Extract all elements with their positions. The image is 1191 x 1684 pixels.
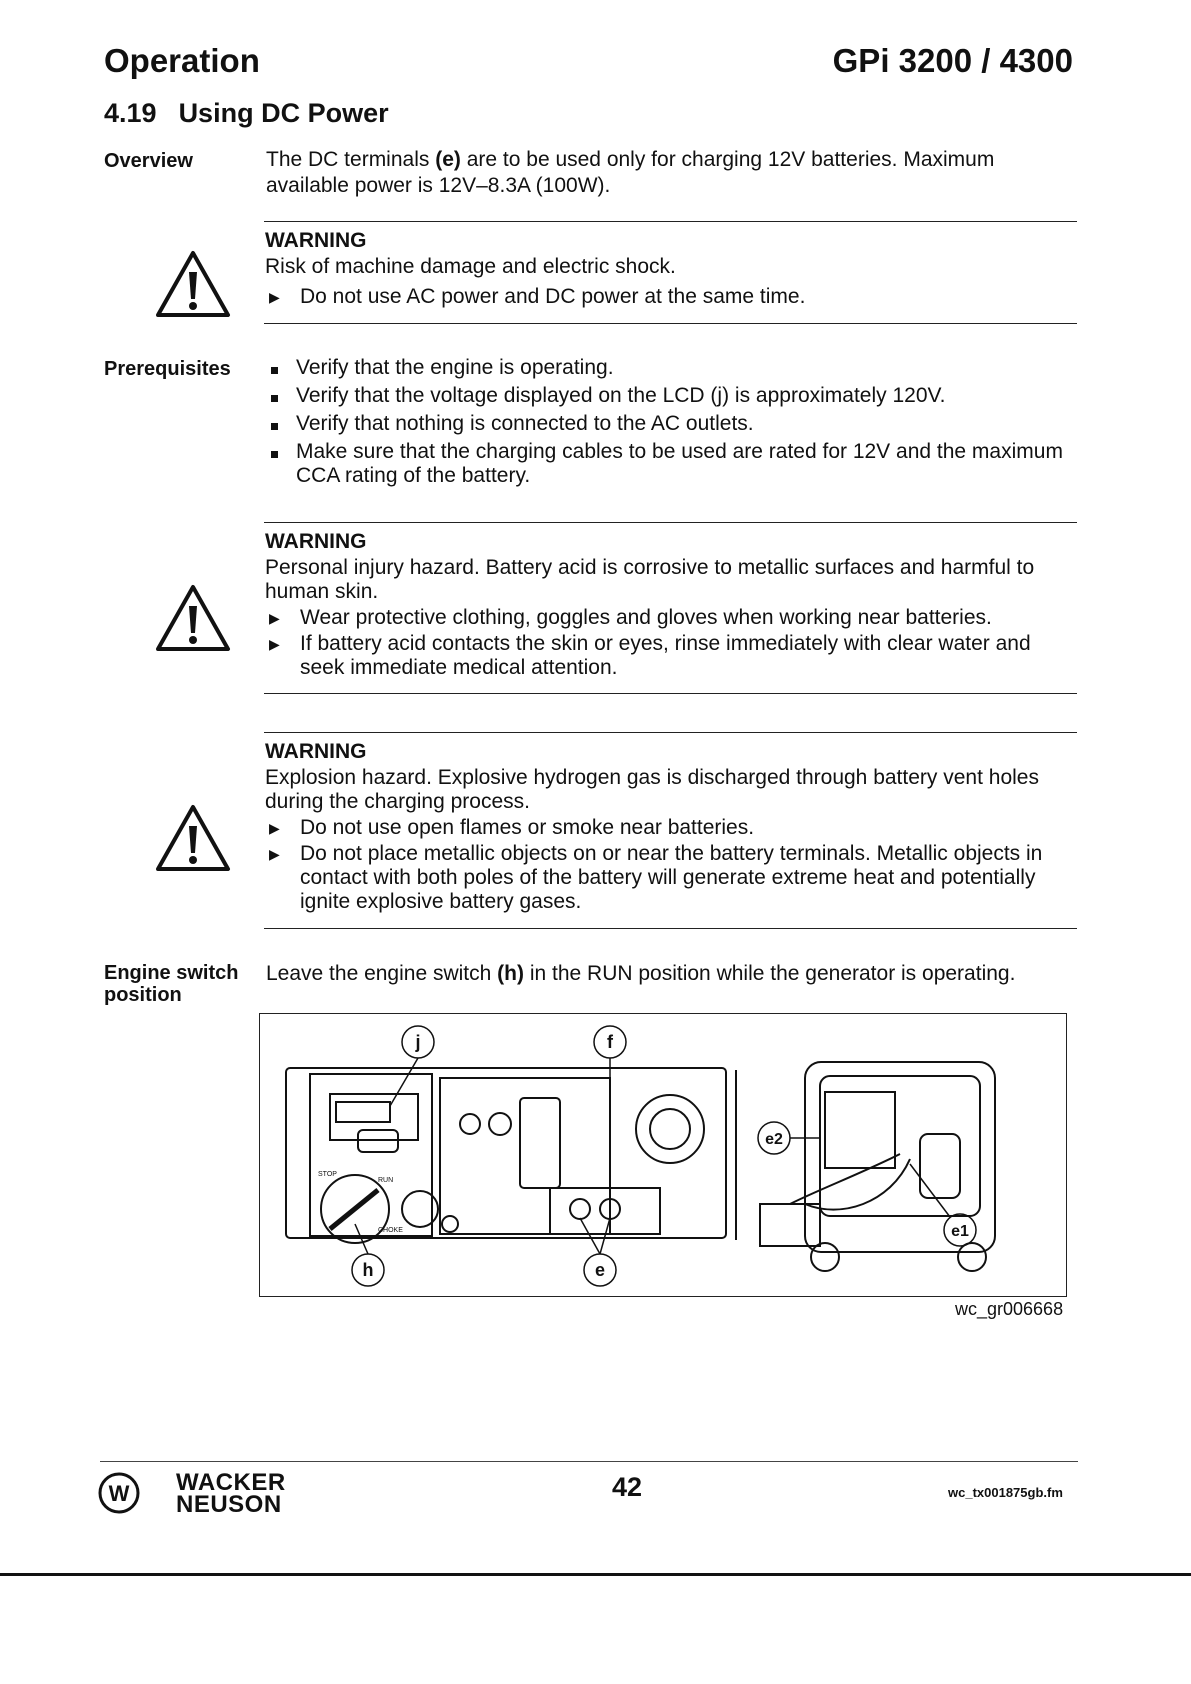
list-item: Verify that the voltage displayed on the LCD (j) is approximately 120V.	[266, 384, 1076, 408]
warning-step: ▶ Wear protective clothing, goggles and gloves when working near batteries.	[265, 606, 1077, 630]
figure-illustration	[260, 1014, 1066, 1296]
model-title: GPi 3200 / 4300	[832, 42, 1073, 79]
section-number: 4.19	[104, 98, 157, 128]
warning-step: ▶ Do not place metallic objects on or near the battery terminals. Metallic objects in contact with both poles of the battery will generate extreme heat and potentially ignite explosive battery gases.	[265, 842, 1077, 914]
run-label: RUN	[378, 1177, 394, 1184]
page-number: 42	[612, 1472, 643, 1502]
warning-step: ▶ Do not use open flames or smoke near batteries.	[265, 816, 1077, 840]
warning-step: ▶ If battery acid contacts the skin or eyes, rinse immediately with clear water and seek immediate medical attention.	[265, 632, 1077, 680]
callout-e1: e1	[951, 1223, 969, 1240]
divider	[264, 693, 1077, 694]
warning-text: Personal injury hazard. Battery acid is corrosive to metallic surfaces and harmful to human skin.	[265, 556, 1035, 603]
footer-divider	[100, 1461, 1078, 1462]
svg-text:W: W	[108, 1481, 130, 1506]
list-item: Verify that the engine is operating.	[266, 356, 1076, 380]
section-title: Using DC Power	[178, 98, 389, 128]
list-item: Make sure that the charging cables to be used are rated for 12V and the maximum CCA rating of the battery.	[266, 440, 1076, 488]
overview-label: Overview	[104, 150, 193, 172]
dc-terminal-panel	[550, 1188, 660, 1234]
callout-f: f	[607, 1032, 613, 1052]
warning-title: WARNING	[265, 229, 367, 252]
document-code: wc_tx001875gb.fm	[948, 1485, 1063, 1500]
generator-panel-figure	[259, 1013, 1067, 1297]
warning-text: Explosion hazard. Explosive hydrogen gas is discharged through battery vent holes during the charging process.	[265, 766, 1039, 813]
brand-name: WACKER NEUSON	[176, 1469, 286, 1518]
prerequisites-list	[266, 356, 1076, 492]
divider	[264, 522, 1077, 523]
section-heading	[104, 98, 389, 129]
warning-block-1	[265, 229, 1077, 309]
callout-h: h	[362, 1260, 374, 1280]
chapter-title: Operation	[104, 42, 260, 79]
warning-step: ▶ Do not use AC power and DC power at the same time.	[265, 285, 1077, 309]
stop-label: STOP	[318, 1171, 337, 1178]
overview-text: The DC terminals (e) are to be used only for charging 12V batteries. Maximum available power is 12V–8.3A (100W).	[266, 148, 995, 197]
divider	[264, 221, 1077, 222]
wacker-neuson-logo-icon	[98, 1472, 140, 1514]
twist-lock-outlet	[636, 1095, 704, 1163]
scan-edge-line	[0, 1573, 1191, 1576]
divider	[264, 732, 1077, 733]
battery	[760, 1204, 820, 1246]
lcd-display	[330, 1094, 418, 1140]
figure-caption: wc_gr006668	[955, 1299, 1064, 1319]
divider	[264, 323, 1077, 324]
warning-title: WARNING	[265, 740, 367, 763]
choke-label: CHOKE	[378, 1227, 403, 1234]
engine-switch-label: Engine switch position	[104, 962, 239, 1006]
prerequisites-label: Prerequisites	[104, 358, 231, 380]
warning-text: Risk of machine damage and electric shock.	[265, 255, 676, 278]
callout-e: e	[594, 1260, 606, 1280]
divider	[264, 928, 1077, 929]
warning-block-2	[265, 530, 1077, 680]
warning-title: WARNING	[265, 530, 367, 553]
list-item: Verify that nothing is connected to the AC outlets.	[266, 412, 1076, 436]
warning-triangle-icon	[155, 804, 231, 872]
warning-triangle-icon	[155, 250, 231, 318]
callout-e2: e2	[765, 1131, 783, 1148]
warning-triangle-icon	[155, 584, 231, 652]
engine-switch-text: Leave the engine switch (h) in the RUN position while the generator is operating.	[266, 962, 1016, 985]
callout-j: j	[415, 1032, 421, 1052]
ac-outlet	[520, 1098, 560, 1188]
warning-block-3	[265, 740, 1077, 914]
